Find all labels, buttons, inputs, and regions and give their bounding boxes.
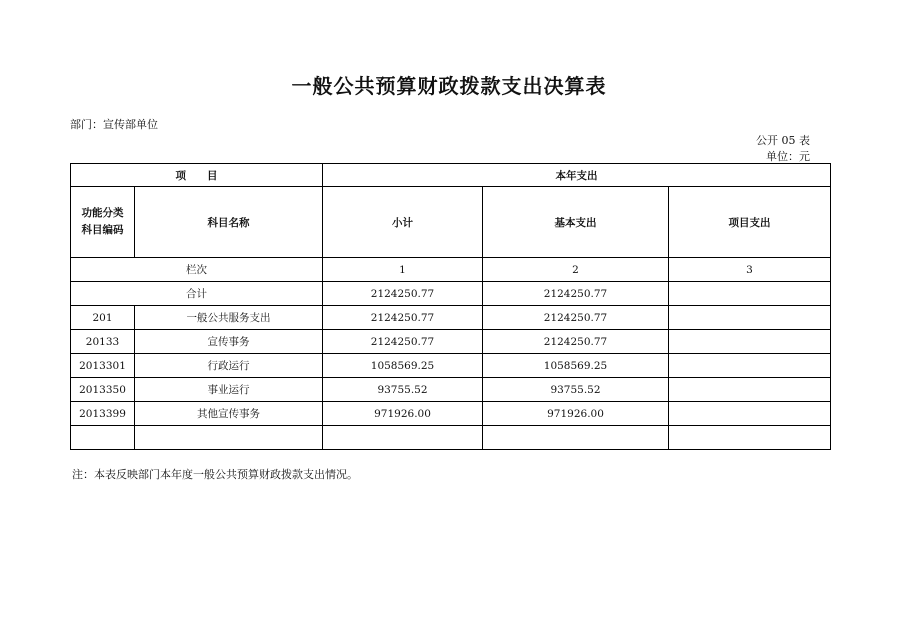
table-row (71, 306, 831, 330)
column-number-label: 栏次 (71, 258, 323, 282)
department-label: 部门：宣传部单位 (70, 118, 158, 131)
empty-cell (323, 426, 483, 450)
row-subtotal: 2124250.77 (323, 306, 483, 330)
empty-cell (669, 426, 831, 450)
row-basic: 93755.52 (483, 378, 669, 402)
empty-cell (483, 426, 669, 450)
row-subtotal: 93755.52 (323, 378, 483, 402)
expenditure-table (70, 163, 831, 450)
row-name: 其他宣传事务 (135, 402, 323, 426)
table-row (71, 402, 831, 426)
row-code: 2013399 (71, 402, 135, 426)
row-name: 行政运行 (135, 354, 323, 378)
row-basic: 2124250.77 (483, 330, 669, 354)
row-code: 2013301 (71, 354, 135, 378)
header-name: 科目名称 (135, 187, 323, 258)
row-subtotal: 2124250.77 (323, 330, 483, 354)
header-item: 项 目 (71, 164, 323, 187)
column-number: 1 (323, 258, 483, 282)
header-basic: 基本支出 (483, 187, 669, 258)
empty-cell (71, 426, 135, 450)
row-subtotal: 971926.00 (323, 402, 483, 426)
total-subtotal: 2124250.77 (323, 282, 483, 306)
row-code: 2013350 (71, 378, 135, 402)
row-basic: 971926.00 (483, 402, 669, 426)
header-code-line2: 科目编码 (81, 224, 124, 236)
header-row-1 (71, 164, 831, 187)
total-basic: 2124250.77 (483, 282, 669, 306)
row-project (669, 402, 831, 426)
page-title: 一般公共预算财政拨款支出决算表 (291, 74, 607, 98)
table-row (71, 354, 831, 378)
row-name: 事业运行 (135, 378, 323, 402)
form-number: 公开 05 表 (756, 134, 810, 147)
row-project (669, 378, 831, 402)
row-project (669, 306, 831, 330)
total-project (669, 282, 831, 306)
unit-label: 单位：元 (766, 150, 810, 163)
row-name: 一般公共服务支出 (135, 306, 323, 330)
row-code: 201 (71, 306, 135, 330)
header-row-2 (71, 187, 831, 258)
row-basic: 2124250.77 (483, 306, 669, 330)
empty-cell (135, 426, 323, 450)
table-row (71, 378, 831, 402)
row-basic: 1058569.25 (483, 354, 669, 378)
header-project: 项目支出 (669, 187, 831, 258)
column-number-row (71, 258, 831, 282)
total-row (71, 282, 831, 306)
row-project (669, 330, 831, 354)
header-code (71, 187, 135, 258)
header-code-line1: 功能分类 (81, 207, 124, 219)
table-row (71, 330, 831, 354)
header-subtotal: 小计 (323, 187, 483, 258)
empty-row (71, 426, 831, 450)
header-current-year: 本年支出 (323, 164, 831, 187)
total-label: 合计 (71, 282, 323, 306)
footnote: 注：本表反映部门本年度一般公共预算财政拨款支出情况。 (72, 468, 358, 481)
row-name: 宣传事务 (135, 330, 323, 354)
row-project (669, 354, 831, 378)
column-number: 2 (483, 258, 669, 282)
row-code: 20133 (71, 330, 135, 354)
column-number: 3 (669, 258, 831, 282)
row-subtotal: 1058569.25 (323, 354, 483, 378)
